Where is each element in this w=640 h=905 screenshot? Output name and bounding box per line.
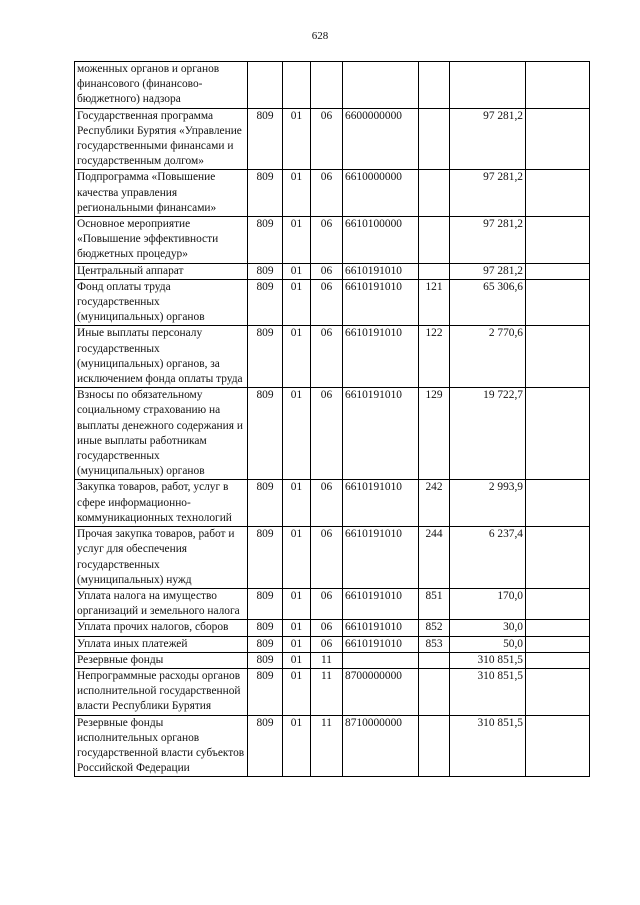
table-row xyxy=(75,715,590,777)
ministry-code: 809 xyxy=(248,480,283,527)
amount: 19 722,7 xyxy=(450,388,526,480)
subsection-code: 06 xyxy=(311,480,343,527)
ministry-code: 809 xyxy=(248,170,283,217)
target-article-code xyxy=(343,62,419,109)
row-name: Взносы по обязательному социальному страхованию на выплаты денежного содержания и иные выплаты работникам государственных (муниципальных) органов xyxy=(75,388,248,480)
expense-type-code: 851 xyxy=(419,588,450,619)
target-article-code: 6600000000 xyxy=(343,108,419,170)
subsection-code: 06 xyxy=(311,263,343,279)
subsection-code: 11 xyxy=(311,715,343,777)
row-name: Закупка товаров, работ, услуг в сфере информационно-коммуникационных технологий xyxy=(75,480,248,527)
ministry-code: 809 xyxy=(248,263,283,279)
expense-type-code: 122 xyxy=(419,326,450,388)
target-article-code: 6610191010 xyxy=(343,620,419,636)
table-row xyxy=(75,108,590,170)
empty-column xyxy=(526,263,590,279)
table-row xyxy=(75,620,590,636)
ministry-code: 809 xyxy=(248,668,283,715)
expense-type-code: 242 xyxy=(419,480,450,527)
table-row xyxy=(75,527,590,589)
amount: 97 281,2 xyxy=(450,263,526,279)
subsection-code: 11 xyxy=(311,668,343,715)
row-name: Основное мероприятие «Повышение эффективности бюджетных процедур» xyxy=(75,217,248,264)
target-article-code: 6610000000 xyxy=(343,170,419,217)
expense-type-code xyxy=(419,668,450,715)
target-article-code: 6610191010 xyxy=(343,263,419,279)
amount: 310 851,5 xyxy=(450,652,526,668)
section-code: 01 xyxy=(283,620,311,636)
expense-type-code: 244 xyxy=(419,527,450,589)
empty-column xyxy=(526,279,590,326)
amount: 30,0 xyxy=(450,620,526,636)
empty-column xyxy=(526,588,590,619)
section-code: 01 xyxy=(283,170,311,217)
subsection-code: 06 xyxy=(311,620,343,636)
amount xyxy=(450,62,526,109)
expense-type-code xyxy=(419,62,450,109)
amount: 310 851,5 xyxy=(450,668,526,715)
amount: 50,0 xyxy=(450,636,526,652)
amount: 170,0 xyxy=(450,588,526,619)
table-row xyxy=(75,326,590,388)
table-body xyxy=(75,62,590,777)
amount: 2 993,9 xyxy=(450,480,526,527)
target-article-code: 8710000000 xyxy=(343,715,419,777)
empty-column xyxy=(526,636,590,652)
row-name: Государственная программа Республики Бурятия «Управление государственными финансами и государственным долгом» xyxy=(75,108,248,170)
ministry-code: 809 xyxy=(248,715,283,777)
expense-type-code: 121 xyxy=(419,279,450,326)
target-article-code: 6610191010 xyxy=(343,588,419,619)
section-code xyxy=(283,62,311,109)
empty-column xyxy=(526,62,590,109)
section-code: 01 xyxy=(283,326,311,388)
row-name: Резервные фонды xyxy=(75,652,248,668)
row-name: Иные выплаты персоналу государственных (муниципальных) органов, за исключением фонда оплаты труда xyxy=(75,326,248,388)
ministry-code: 809 xyxy=(248,588,283,619)
section-code: 01 xyxy=(283,217,311,264)
section-code: 01 xyxy=(283,652,311,668)
ministry-code: 809 xyxy=(248,636,283,652)
subsection-code: 06 xyxy=(311,217,343,264)
table-row xyxy=(75,652,590,668)
subsection-code xyxy=(311,62,343,109)
expense-type-code xyxy=(419,263,450,279)
section-code: 01 xyxy=(283,636,311,652)
section-code: 01 xyxy=(283,668,311,715)
empty-column xyxy=(526,326,590,388)
row-name: Уплата налога на имущество организаций и земельного налога xyxy=(75,588,248,619)
ministry-code: 809 xyxy=(248,620,283,636)
table-row xyxy=(75,480,590,527)
row-name: Фонд оплаты труда государственных (муниципальных) органов xyxy=(75,279,248,326)
row-name: Подпрограмма «Повышение качества управления региональными финансами» xyxy=(75,170,248,217)
amount: 97 281,2 xyxy=(450,108,526,170)
subsection-code: 06 xyxy=(311,108,343,170)
ministry-code: 809 xyxy=(248,388,283,480)
ministry-code: 809 xyxy=(248,326,283,388)
ministry-code: 809 xyxy=(248,652,283,668)
expense-type-code: 129 xyxy=(419,388,450,480)
budget-table xyxy=(74,61,590,777)
amount: 310 851,5 xyxy=(450,715,526,777)
section-code: 01 xyxy=(283,715,311,777)
row-name: Непрограммные расходы органов исполнительной государственной власти Республики Бурятия xyxy=(75,668,248,715)
subsection-code: 11 xyxy=(311,652,343,668)
empty-column xyxy=(526,480,590,527)
target-article-code: 6610191010 xyxy=(343,326,419,388)
target-article-code: 6610191010 xyxy=(343,480,419,527)
expense-type-code xyxy=(419,108,450,170)
row-name: моженных органов и органов финансового (финансово-бюджетного) надзора xyxy=(75,62,248,109)
target-article-code: 6610191010 xyxy=(343,279,419,326)
table-row xyxy=(75,217,590,264)
empty-column xyxy=(526,527,590,589)
subsection-code: 06 xyxy=(311,326,343,388)
amount: 97 281,2 xyxy=(450,170,526,217)
expense-type-code: 853 xyxy=(419,636,450,652)
row-name: Уплата прочих налогов, сборов xyxy=(75,620,248,636)
table-row xyxy=(75,668,590,715)
table-row xyxy=(75,279,590,326)
table-row xyxy=(75,170,590,217)
empty-column xyxy=(526,620,590,636)
section-code: 01 xyxy=(283,527,311,589)
row-name: Центральный аппарат xyxy=(75,263,248,279)
empty-column xyxy=(526,108,590,170)
subsection-code: 06 xyxy=(311,388,343,480)
expense-type-code xyxy=(419,715,450,777)
ministry-code xyxy=(248,62,283,109)
section-code: 01 xyxy=(283,388,311,480)
target-article-code: 8700000000 xyxy=(343,668,419,715)
target-article-code xyxy=(343,652,419,668)
amount: 65 306,6 xyxy=(450,279,526,326)
table-row xyxy=(75,588,590,619)
row-name: Резервные фонды исполнительных органов государственной власти субъектов Российской Федерации xyxy=(75,715,248,777)
section-code: 01 xyxy=(283,279,311,326)
ministry-code: 809 xyxy=(248,217,283,264)
empty-column xyxy=(526,388,590,480)
empty-column xyxy=(526,217,590,264)
expense-type-code: 852 xyxy=(419,620,450,636)
ministry-code: 809 xyxy=(248,279,283,326)
target-article-code: 6610100000 xyxy=(343,217,419,264)
empty-column xyxy=(526,170,590,217)
amount: 97 281,2 xyxy=(450,217,526,264)
row-name: Уплата иных платежей xyxy=(75,636,248,652)
ministry-code: 809 xyxy=(248,527,283,589)
empty-column xyxy=(526,715,590,777)
subsection-code: 06 xyxy=(311,170,343,217)
empty-column xyxy=(526,652,590,668)
amount: 2 770,6 xyxy=(450,326,526,388)
table-row xyxy=(75,62,590,109)
subsection-code: 06 xyxy=(311,588,343,619)
ministry-code: 809 xyxy=(248,108,283,170)
subsection-code: 06 xyxy=(311,279,343,326)
page-number: 628 xyxy=(311,30,329,42)
expense-type-code xyxy=(419,170,450,217)
section-code: 01 xyxy=(283,588,311,619)
expense-type-code xyxy=(419,217,450,264)
section-code: 01 xyxy=(283,263,311,279)
table-row xyxy=(75,263,590,279)
table-row xyxy=(75,636,590,652)
row-name: Прочая закупка товаров, работ и услуг для обеспечения государственных (муниципальных) нужд xyxy=(75,527,248,589)
subsection-code: 06 xyxy=(311,636,343,652)
section-code: 01 xyxy=(283,108,311,170)
amount: 6 237,4 xyxy=(450,527,526,589)
target-article-code: 6610191010 xyxy=(343,527,419,589)
target-article-code: 6610191010 xyxy=(343,636,419,652)
table-row xyxy=(75,388,590,480)
target-article-code: 6610191010 xyxy=(343,388,419,480)
empty-column xyxy=(526,668,590,715)
subsection-code: 06 xyxy=(311,527,343,589)
section-code: 01 xyxy=(283,480,311,527)
expense-type-code xyxy=(419,652,450,668)
